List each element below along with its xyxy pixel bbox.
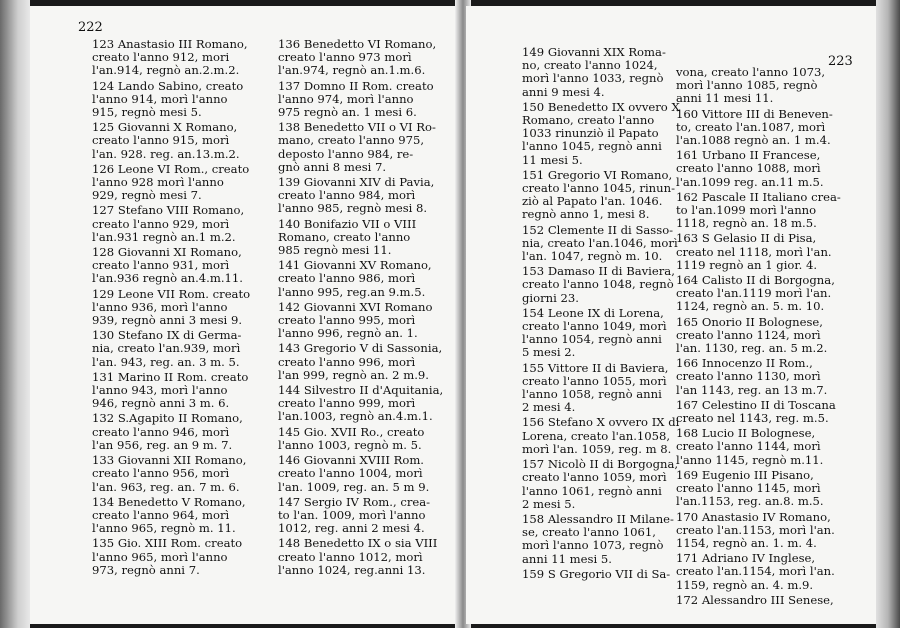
entry-line: creato l'anno 995, morì [278,313,416,328]
right-page [466,6,876,624]
entry-line: 140 Bonifazio VII o VIII [278,216,417,231]
pope-entry [92,80,277,120]
entry-line: creato l'anno 964, morì [92,507,230,522]
pope-entry [92,412,277,452]
pope-entry [92,204,277,244]
entry-line: 152 Clemente II di Sasso- [522,222,674,237]
entry-line: 147 Sergio IV Rom., crea- [278,494,431,509]
entry-line: l'anno 985, regnò mesi 8. [278,201,428,216]
entry-line: l'an. 963, reg. an. 7 m. 6. [92,479,240,494]
entry-line: 985 regnò mesi 11. [278,243,392,258]
entry-line: 151 Gregorio VI Romano, [522,167,673,182]
entry-line: l'an.1088 regnò an. 1 m.4. [676,133,831,148]
entry-line: morì l'anno 1085, regnò [676,78,818,93]
entry-line: l'anno 1054, regnò anni [522,332,662,347]
entry-line: l'an. 943, reg. an. 3 m. 5. [92,354,240,369]
entry-line: 146 Giovanni XVIII Rom. [278,453,424,468]
entry-line: l'anno 965, morì l'anno [92,549,228,564]
pope-entry [92,371,277,411]
entry-line: creato l'anno 986, morì [278,271,416,286]
entry-line: creato l'anno 1012, morì [278,549,423,564]
entry-line: morì l'anno 1073, regnò [522,538,664,553]
entry-line: creato l'an.1153, morì l'an. [676,522,835,537]
entry-line: l'anno 996, regnò an. 1. [278,326,418,341]
entry-line: l'an.914, regnò an.2.m.2. [92,63,240,78]
entry-line: l'anno 974, morì l'anno [278,91,414,106]
entry-line: 149 Giovanni XIX Roma- [522,45,666,59]
entry-line: creato l'anno 999, morì [278,396,416,411]
entry-line: 973, regnò anni 7. [92,562,200,577]
entry-line: l'anno 943, morì l'anno [92,383,228,398]
pope-entry [278,342,458,382]
entry-line: creato l'anno 984, morì [278,188,416,203]
entry-line: l'an 1143, reg. an 13 m.7. [676,382,828,397]
entry-line: creato l'anno 1049, morì [522,319,667,334]
entry-line: gnò anni 8 mesi 7. [278,159,387,174]
entry-line: 1033 rinunziò il Papato [522,126,659,141]
entry-line: 125 Giovanni X Romano, [92,120,238,135]
pope-entry [522,568,700,581]
pope-entry [92,163,277,203]
pope-entry [278,384,458,424]
entry-line: creato l'anno 912, mori [92,50,230,65]
entry-line: l'an. 1009, reg. an. 5 m 9. [278,479,430,494]
pope-entry [92,537,277,577]
pope-entry [92,329,277,369]
entry-line: l'an.1153, reg. an.8. m.5. [676,494,824,509]
entry-line: l'anno 1058, regnò anni [522,387,662,402]
entry-line: 1012, reg. anni 2 mesi 4. [278,521,425,536]
entry-line: creato l'anno 956, morì [92,466,230,481]
pope-entry [676,66,856,106]
pope-entry [522,46,700,99]
entry-line: nia, creato l'an.939, morì [92,341,241,356]
pope-entry [676,399,856,425]
entry-line: 163 S Gelasio II di Pisa, [676,231,817,246]
book-edge-right [876,0,900,628]
entry-line: creato l'anno 973 morì [278,50,412,65]
entry-line: Romano, creato l'anno [522,113,655,128]
entry-line: 129 Leone VII Rom. creato [92,286,251,301]
pope-entry [278,38,458,78]
entry-line: l'anno 1045, regnò anni [522,139,662,154]
entry-line: l'an.936 regnò an.4.m.11. [92,271,243,286]
text-column [522,46,700,583]
entry-line: 153 Damaso II di Baviera, [522,264,675,279]
pope-entry [278,218,458,258]
pope-entry [676,594,856,607]
entry-line: l'an 956, reg. an 9 m. 7. [92,437,233,452]
entry-line: 127 Stefano VIII Romano, [92,203,245,218]
entry-line: 134 Benedetto V Romano, [92,494,246,509]
entry-line: 138 Benedetto VII o VI Ro- [278,120,436,135]
pope-entry [522,169,700,222]
entry-line: creato l'anno 1130, morì [676,369,821,384]
entry-line: 1154, regnò an. 1. m. 4. [676,535,817,550]
entry-line: giorni 23. [522,290,579,305]
entry-line: 5 mesi 2. [522,345,576,360]
pope-entry [676,357,856,397]
entry-line: creato l'anno 1059, morì [522,470,667,485]
entry-line: 157 Nicolò II di Borgogna, [522,457,679,472]
pope-entry [278,426,458,452]
entry-line: l'anno 995, reg.an 9.m.5. [278,284,426,299]
entry-line: 159 S Gregorio VII di Sa- [522,566,671,581]
entry-line: Lorena, creato l'an.1058, [522,428,671,443]
entry-line: l'anno 1145, regnò m.11. [676,452,824,467]
pope-entry [92,38,277,78]
text-column [676,66,856,609]
entry-line: creato l'anno 1045, rinun- [522,181,675,196]
entry-line: 136 Benedetto VI Romano, [278,37,437,51]
entry-line: 160 Vittore III di Beneven- [676,106,833,121]
entry-line: l'an.1003, regnò an.4.m.1. [278,409,433,424]
pope-entry [278,80,458,120]
entry-line: l'anno 928 morì l'anno [92,175,224,190]
entry-line: l'anno 965, regnò m. 11. [92,521,236,536]
entry-line: creato l'anno 915, morì [92,133,230,148]
entry-line: creato l'anno 1124, morì [676,327,821,342]
entry-line: anni 11 mesi 5. [522,551,612,566]
pope-entry [676,232,856,272]
pope-entry [92,496,277,536]
entry-line: 145 Gio. XVII Ro., creato [278,424,425,439]
entry-line: 144 Silvestro II d'Aquitania, [278,383,444,398]
pope-entry [92,454,277,494]
pope-entry [522,513,700,566]
entry-line: creato l'anno 1055, morì [522,373,667,388]
entry-line: deposto l'anno 984, re- [278,146,414,161]
entry-line: 946, regnò anni 3 m. 6. [92,396,230,411]
pope-entry [522,458,700,511]
entry-line: 2 mesi 5. [522,496,576,511]
entry-line: 1159, regnò an. 4. m.9. [676,577,814,592]
page-number: 223 [828,54,853,69]
entry-line: to l'an. 1009, morì l'anno [278,507,426,522]
entry-line: creato nel 1143, reg. m.5. [676,411,829,426]
pope-entry [278,259,458,299]
entry-line: l'anno 1061, regnò anni [522,483,662,498]
pope-entry [522,307,700,360]
entry-line: 170 Anastasio IV Romano, [676,509,831,524]
entry-line: 1118, regnò an. 18 m.5. [676,216,817,231]
entry-line: anni 11 mesi 11. [676,91,774,106]
entry-line: creato l'an.1154, morì l'an. [676,564,835,579]
entry-line: regnò anno 1, mesi 8. [522,207,650,222]
pope-entry [522,362,700,415]
pope-entry [676,191,856,231]
pope-entry [278,301,458,341]
pope-entry [676,552,856,592]
entry-line: Romano, creato l'anno [278,229,411,244]
entry-line: nia, creato l'an.1046, morì [522,235,678,250]
entry-line: l'anno 936, morì l'anno [92,299,228,314]
entry-line: l'anno 1003, regnò m. 5. [278,437,422,452]
pope-entry [676,108,856,148]
entry-line: 162 Pascale II Italiano crea- [676,189,841,204]
entry-line: creato l'anno 1004, morì [278,466,423,481]
pope-entry [278,537,458,577]
entry-line: 130 Stefano IX di Germa- [92,328,242,343]
entry-line: creato l'anno 946, morì [92,424,230,439]
pope-entry [676,427,856,467]
entry-line: to l'an.1099 morì l'anno [676,203,817,218]
pope-entry [522,416,700,456]
entry-line: creato l'an.1119 morì l'an. [676,286,832,301]
entry-line: 142 Giovanni XVI Romano [278,299,433,314]
entry-line: l'anno 1024, reg.anni 13. [278,562,426,577]
entry-line: creato nel 1118, morì l'an. [676,244,832,259]
pope-entry [278,454,458,494]
entry-line: 169 Eugenio III Pisano, [676,467,814,482]
entry-line: se, creato l'anno 1061, [522,525,656,540]
entry-line: 139 Giovanni XIV di Pavia, [278,175,435,190]
entry-line: creato l'anno 1048, regnò [522,277,674,292]
entry-line: l'an. 1130, reg. an. 5 m.2. [676,341,828,356]
entry-line: 164 Calisto II di Borgogna, [676,273,835,288]
entry-line: 126 Leone VI Rom., creato [92,161,250,176]
pope-entry [278,176,458,216]
pope-entry [676,316,856,356]
entry-line: 929, regnò mesi 7. [92,188,202,203]
entry-line: 132 S.Agapito II Romano, [92,411,243,426]
entry-line: 11 mesi 5. [522,152,583,167]
entry-line: 128 Giovanni XI Romano, [92,245,242,260]
entry-line: 154 Leone IX di Lorena, [522,305,664,320]
pope-entry [522,101,700,167]
entry-line: 148 Benedetto IX o sia VIII [278,536,438,551]
entry-line: 133 Giovanni XII Romano, [92,453,247,468]
entry-line: 1124, regnò an. 5. m. 10. [676,299,825,314]
entry-line: 1119 regnò an 1 gior. 4. [676,257,818,272]
entry-line: 141 Giovanni XV Romano, [278,258,432,273]
entry-line: 939, regnò anni 3 mesi 9. [92,313,243,328]
entry-line: morì l'an. 1059, reg. m 8. [522,441,672,456]
pope-entry [522,265,700,305]
entry-line: to, creato l'an.1087, morì [676,119,826,134]
pope-entry [676,274,856,314]
entry-line: ziò al Papato l'an. 1046. [522,194,663,209]
entry-line: creato l'anno 1145, morì [676,481,821,496]
entry-line: 975 regnò an. 1 mesi 6. [278,105,417,120]
book-edge-left [0,0,30,628]
entry-line: 172 Alessandro III Senese, [676,592,834,607]
entry-line: l'an.974, regnò an.1.m.6. [278,63,426,78]
entry-line: 131 Marino II Rom. creato [92,369,249,384]
pope-entry [92,246,277,286]
pope-entry [92,288,277,328]
entry-line: 166 Innocenzo II Rom., [676,356,813,371]
entry-line: 150 Benedetto IX ovvero X [522,99,680,114]
text-column [278,38,458,579]
pope-entry [676,469,856,509]
entry-line: l'an.931 regnò an.1 m.2. [92,229,236,244]
entry-line: creato l'anno 996, morì [278,354,416,369]
entry-line: creato l'anno 1088, morì [676,161,821,176]
entry-line: 156 Stefano X ovvero IX di [522,415,680,430]
pope-entry [92,121,277,161]
entry-line: 165 Onorio II Bolognese, [676,314,823,329]
entry-line: 161 Urbano II Francese, [676,148,821,163]
entry-line: 143 Gregorio V di Sassonia, [278,341,443,356]
entry-line: vona, creato l'anno 1073, [676,65,826,79]
entry-line: no, creato l'anno 1024, [522,58,658,73]
entry-line: l'an.1099 reg. an.11 m.5. [676,174,824,189]
pope-entry [676,511,856,551]
entry-line: l'an. 928. reg. an.13.m.2. [92,146,240,161]
pope-entry [676,149,856,189]
entry-line: 167 Celestino II di Toscana [676,397,836,412]
page-number: 222 [78,20,103,35]
entry-line: 168 Lucio II Bolognese, [676,426,816,441]
entry-line: creato l'anno 931, morì [92,258,230,273]
entry-line: creato l'anno 1144, morì [676,439,821,454]
entry-line: 2 mesi 4. [522,400,576,415]
entry-line: mano, creato l'anno 975, [278,133,425,148]
entry-line: l'anno 914, morì l'anno [92,91,228,106]
entry-line: anni 9 mesi 4. [522,84,605,99]
entry-line: l'an. 1047, regnò m. 10. [522,249,663,264]
entry-line: 915, regnò mesi 5. [92,105,202,120]
pope-entry [522,224,700,264]
pope-entry [278,121,458,174]
entry-line: 155 Vittore II di Baviera, [522,360,669,375]
pope-entry [278,496,458,536]
entry-line: 135 Gio. XIII Rom. creato [92,536,243,551]
entry-line: morì l'anno 1033, regnò [522,71,664,86]
entry-line: creato l'anno 929, morì [92,216,230,231]
entry-line: 123 Anastasio III Romano, [92,37,248,51]
entry-line: 124 Lando Sabino, creato [92,78,244,93]
entry-line: 171 Adriano IV Inglese, [676,551,816,566]
entry-line: 158 Alessandro II Milane- [522,511,674,526]
left-page [30,6,460,624]
text-column [92,38,277,579]
entry-line: l'an 999, regnò an. 2 m.9. [278,367,429,382]
entry-line: 137 Domno II Rom. creato [278,78,434,93]
